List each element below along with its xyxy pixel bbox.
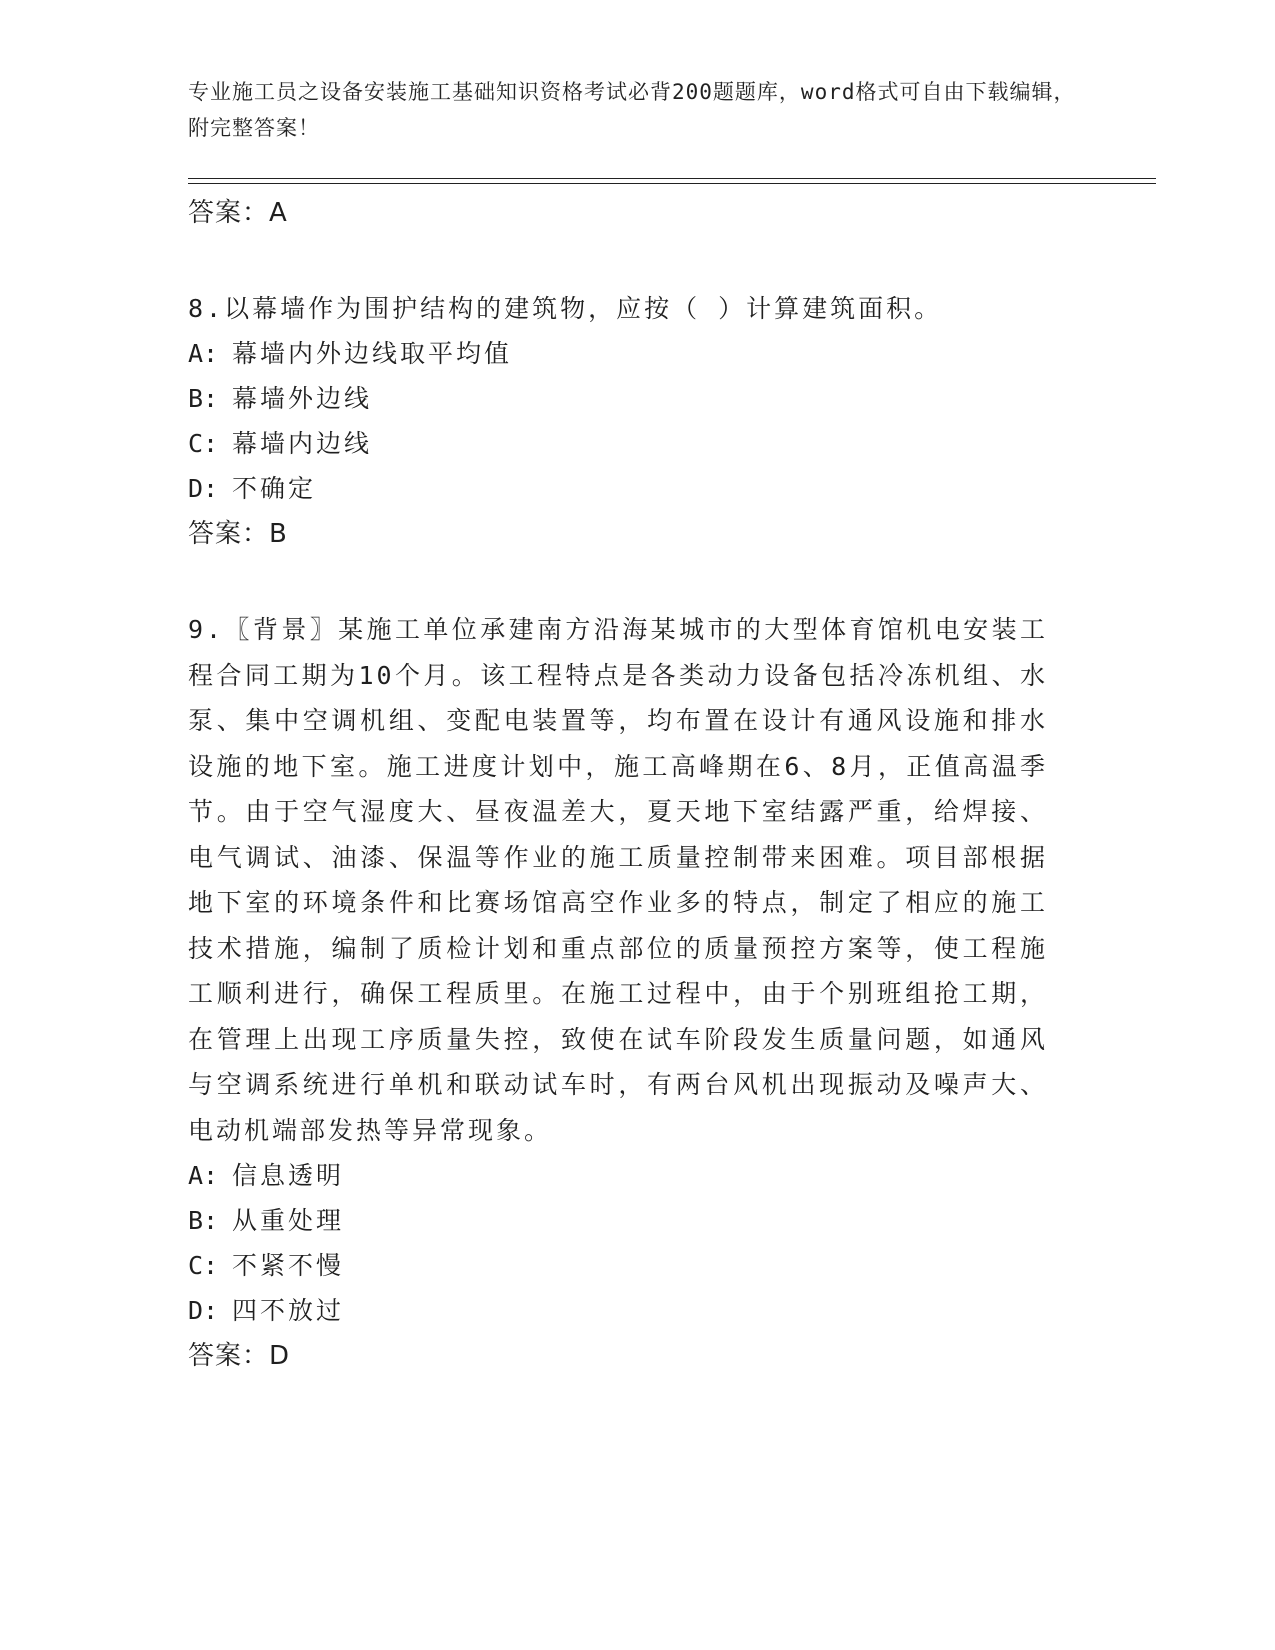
answer-line: 答案：B [188, 519, 288, 549]
option-d [188, 1288, 1088, 1333]
option-b [188, 1198, 1088, 1243]
spacer [188, 557, 1088, 607]
question-8 [188, 286, 1088, 557]
option-c [188, 421, 1088, 466]
previous-answer: 答案：A [188, 198, 288, 228]
spacer [188, 236, 1088, 286]
option-text: 从重处理 [232, 1206, 345, 1235]
option-d [188, 466, 1088, 511]
option-text: 幕墙外边线 [232, 384, 373, 413]
option-text: 不紧不慢 [232, 1251, 345, 1280]
header-divider-secondary [188, 183, 1156, 184]
answer-line: 答案：D [188, 1341, 291, 1371]
question-stem: 8.以幕墙作为围护结构的建筑物，应按（ ）计算建筑面积。 [188, 294, 943, 323]
option-a [188, 331, 1088, 376]
option-key: A: [188, 339, 219, 368]
option-text: 不确定 [232, 474, 317, 503]
option-key: C: [188, 1251, 219, 1280]
option-key: D: [188, 1296, 219, 1325]
header-divider [188, 178, 1156, 179]
question-stem: 9.〖背景〗某施工单位承建南方沿海某城市的大型体育馆机电安装工程合同工期为10个月。该工程特点是各类动力设备包括冷冻机组、水泵、集中空调机组、变配电装置等，均布置在设计有通风设施和排水设施的地下室。施工进度计划中，施工高峰期在6、8月，正值高温季节。由于空气湿度大、昼夜温差大，夏天地下室结露严重，给焊接、电气调试、油漆、保温等作业的施工质量控制带来困难。项目部根据地下室的环境条件和比赛场馆高空作业多的特点，制定了相应的施工技术措施，编制了质检计划和重点部位的质量预控方案等，使工程施工顺利进行，确保工程质里。在施工过程中，由于个别班组抢工期，在管理上出现工序质量失控，致使在试车阶段发生质量问题，如通风与空调系统进行单机和联动试车时，有两台风机出现振动及噪声大、电动机端部发热等异常现象。 [188, 615, 1048, 1145]
option-b [188, 376, 1088, 421]
option-text: 幕墙内外边线取平均值 [232, 339, 513, 368]
question-content [188, 190, 1088, 1379]
option-c [188, 1243, 1088, 1288]
page-header: 专业施工员之设备安装施工基础知识资格考试必背200题题库，word格式可自由下载编辑，附完整答案！ [188, 80, 1076, 140]
option-text: 幕墙内边线 [232, 429, 373, 458]
option-key: D: [188, 474, 219, 503]
option-a [188, 1153, 1088, 1198]
option-text: 信息透明 [232, 1161, 345, 1190]
question-9 [188, 607, 1088, 1379]
option-key: C: [188, 429, 219, 458]
option-key: B: [188, 384, 219, 413]
option-key: B: [188, 1206, 219, 1235]
option-key: A: [188, 1161, 219, 1190]
option-text: 四不放过 [232, 1296, 345, 1325]
